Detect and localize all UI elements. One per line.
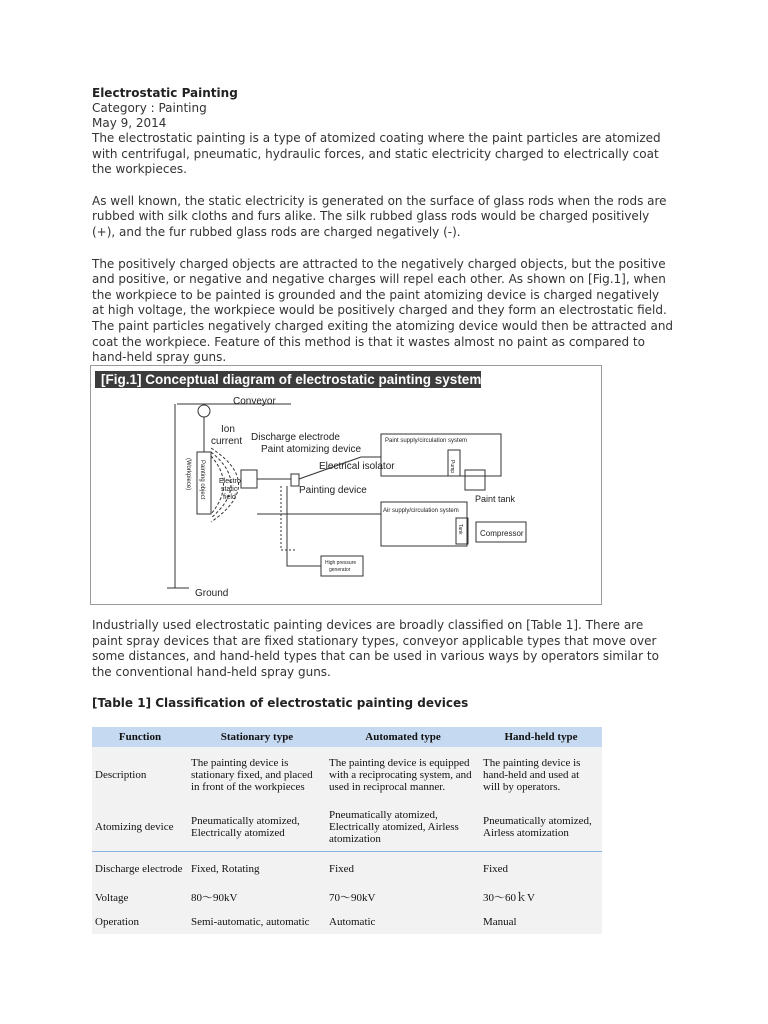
cell: Fixed bbox=[326, 852, 480, 887]
label-compressor: Compressor bbox=[480, 529, 524, 538]
label-paint-supply: Paint supply/circulation system bbox=[385, 438, 468, 444]
label-pump: Pump bbox=[449, 460, 455, 474]
table-row bbox=[92, 747, 602, 803]
cell: 70～90kV bbox=[326, 886, 480, 910]
hv-cable bbox=[287, 486, 321, 566]
label-paint-atomizing-device: Paint atomizing device bbox=[261, 444, 362, 455]
field-arc-1 bbox=[211, 456, 224, 514]
paragraph-3: The positively charged objects are attracted to the negatively charged objects, but the positive and positive, or negative and negative charges will repel each other. As shown on [Fig.1], when the workpiece to be painted is grounded and the paint atomizing device is charged negatively at high voltage, the workpiece would be positively charged and they form an electrostatic field. The paint particles negatively charged exiting the atomizing device would then be attracted and coat the workpiece. Feature of this method is that it wastes almost no paint as compared to hand-held spray guns. bbox=[92, 256, 674, 365]
table-row bbox=[92, 910, 602, 934]
cell: Fixed bbox=[480, 852, 602, 887]
label-air-supply: Air supply/circulation system bbox=[383, 508, 459, 514]
table-row bbox=[92, 852, 602, 887]
cell: Pneumatically atomized, Electrically atomized bbox=[188, 803, 326, 852]
article-body bbox=[92, 86, 674, 366]
cell: 30～60ｋV bbox=[480, 886, 602, 910]
cell: Description bbox=[92, 747, 188, 803]
painting-device-head bbox=[241, 470, 257, 488]
label-electro: Electro bbox=[219, 478, 241, 485]
figure-1 bbox=[90, 365, 602, 605]
cell: 80～90kV bbox=[188, 886, 326, 910]
conveyor-hanger bbox=[198, 405, 210, 417]
paragraph-2: As well known, the static electricity is generated on the surface of glass rods when the rods are rubbed with silk cloths and furs alike. The silk rubbed glass rods would be charged positively (+), and the fur rubbed glass rods are charged negatively (-). bbox=[92, 193, 667, 239]
label-static: static bbox=[221, 486, 238, 493]
header-stationary: Stationary type bbox=[188, 727, 326, 747]
table-header-row bbox=[92, 727, 602, 747]
table-row bbox=[92, 803, 602, 852]
table-caption: [Table 1] Classification of electrostatic painting devices bbox=[92, 696, 469, 710]
figure-title: [Fig.1] Conceptual diagram of electrostatic painting system bbox=[101, 372, 482, 387]
paint-tank bbox=[465, 470, 485, 490]
label-painting-device: Painting device bbox=[299, 485, 367, 496]
electrical-isolator bbox=[291, 474, 299, 486]
label-electrical-isolator: Electrical isolator bbox=[319, 461, 395, 472]
label-current: current bbox=[211, 436, 243, 447]
label-ion: Ion bbox=[221, 424, 235, 435]
field-arc-3 bbox=[211, 448, 239, 522]
article-category: Category : Painting bbox=[92, 101, 207, 115]
article-date: May 9, 2014 bbox=[92, 116, 167, 130]
label-field: field bbox=[223, 494, 236, 501]
cell: Semi-automatic, automatic bbox=[188, 910, 326, 934]
cell: The painting device is equipped with a reciprocating system, and used in reciprocal manner. bbox=[326, 747, 480, 803]
high-pressure-generator-box bbox=[321, 556, 363, 576]
label-paint-tank: Paint tank bbox=[475, 494, 516, 504]
electrostatic-system-diagram bbox=[91, 366, 601, 604]
label-workpiece: (Workpiece) bbox=[185, 458, 191, 491]
label-conveyor: Conveyor bbox=[233, 396, 276, 407]
hv-cable-dashed bbox=[281, 486, 296, 550]
paragraph-4: Industrially used electrostatic painting devices are broadly classified on [Table 1]. There are paint spray devices that are fixed stationary types, conveyor applicable types that move over some distances, and hand-held types that can be used in various ways by operators similar to the conventional hand-held spray guns. bbox=[92, 618, 659, 679]
classification-table bbox=[92, 727, 602, 934]
header-handheld: Hand-held type bbox=[480, 727, 602, 747]
cell: Operation bbox=[92, 910, 188, 934]
label-generator: generator bbox=[329, 567, 351, 573]
label-high-pressure: High pressure bbox=[325, 560, 357, 566]
cell: Pneumatically atomized, Airless atomization bbox=[480, 803, 602, 852]
cell: Voltage bbox=[92, 886, 188, 910]
cell: Manual bbox=[480, 910, 602, 934]
article-title: Electrostatic Painting bbox=[92, 86, 238, 100]
label-painting-object: Painting object bbox=[199, 460, 205, 500]
table-row bbox=[92, 886, 602, 910]
header-automated: Automated type bbox=[326, 727, 480, 747]
paragraph-1: The electrostatic painting is a type of atomized coating where the paint particles are atomized with centrifugal, pneumatic, hydraulic forces, and static electricity charged to electrically coat the workpieces. bbox=[92, 131, 661, 177]
cell: Pneumatically atomized, Electrically atomized, Airless atomization bbox=[326, 803, 480, 852]
cell: Discharge electrode bbox=[92, 852, 188, 887]
cell: The painting device is hand-held and used at will by operators. bbox=[480, 747, 602, 803]
header-function: Function bbox=[92, 727, 188, 747]
cell: The painting device is stationary fixed, and placed in front of the workpieces bbox=[188, 747, 326, 803]
article-body-after-figure bbox=[92, 618, 672, 680]
label-discharge-electrode: Discharge electrode bbox=[251, 432, 340, 443]
cell: Atomizing device bbox=[92, 803, 188, 852]
cell: Automatic bbox=[326, 910, 480, 934]
label-tank: Tank bbox=[457, 524, 463, 535]
cell: Fixed, Rotating bbox=[188, 852, 326, 887]
label-ground: Ground bbox=[195, 588, 229, 599]
